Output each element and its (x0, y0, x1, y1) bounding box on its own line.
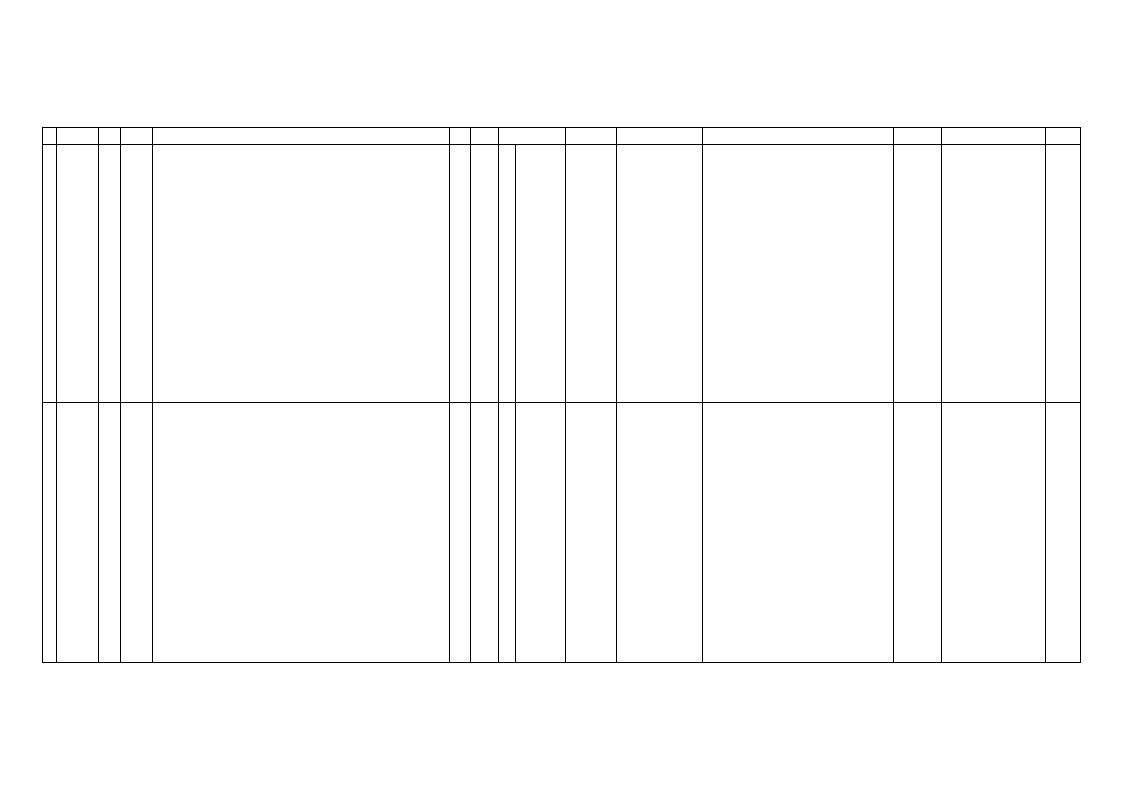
header-responsibility-content (617, 128, 703, 145)
responsibility-list-table (42, 127, 1081, 663)
cell-handling-agency (471, 145, 499, 403)
cell-accountability-circumstances (942, 145, 1046, 403)
cell-remarks (1046, 145, 1081, 403)
cell-accountability-scope (894, 403, 942, 663)
cell-item-name (57, 145, 99, 403)
header-level-authority (499, 128, 566, 145)
cell-remarks (1046, 403, 1081, 663)
cell-power-type (121, 403, 153, 663)
cell-level (499, 403, 516, 663)
header-basis (153, 128, 450, 145)
header-handling-agency (471, 128, 499, 145)
header-department-duty (566, 128, 617, 145)
cell-basis (153, 145, 450, 403)
cell-authority (516, 145, 566, 403)
cell-subitem-name (99, 145, 121, 403)
header-row (43, 128, 1081, 145)
cell-responsibility-basis (703, 403, 894, 663)
cell-no (43, 145, 57, 403)
cell-subject (450, 403, 471, 663)
cell-authority (516, 403, 566, 663)
header-subitem-name (99, 128, 121, 145)
header-item-name (57, 128, 99, 145)
header-power-type (121, 128, 153, 145)
cell-power-type (121, 145, 153, 403)
cell-accountability-scope (894, 145, 942, 403)
cell-responsibility-content (617, 403, 703, 663)
cell-accountability-circumstances (942, 403, 1046, 663)
cell-subitem-name (99, 403, 121, 663)
header-responsibility-basis (703, 128, 894, 145)
cell-subject (450, 145, 471, 403)
cell-department-duty (566, 403, 617, 663)
header-remarks (1046, 128, 1081, 145)
cell-department-duty (566, 145, 617, 403)
table-row (43, 403, 1081, 663)
header-accountability-circumstances (942, 128, 1046, 145)
header-accountability-scope (894, 128, 942, 145)
cell-responsibility-basis (703, 145, 894, 403)
cell-handling-agency (471, 403, 499, 663)
cell-basis (153, 403, 450, 663)
cell-responsibility-content (617, 145, 703, 403)
cell-no (43, 403, 57, 663)
table-row (43, 145, 1081, 403)
cell-item-name (57, 403, 99, 663)
header-no (43, 128, 57, 145)
cell-level (499, 145, 516, 403)
header-subject (450, 128, 471, 145)
